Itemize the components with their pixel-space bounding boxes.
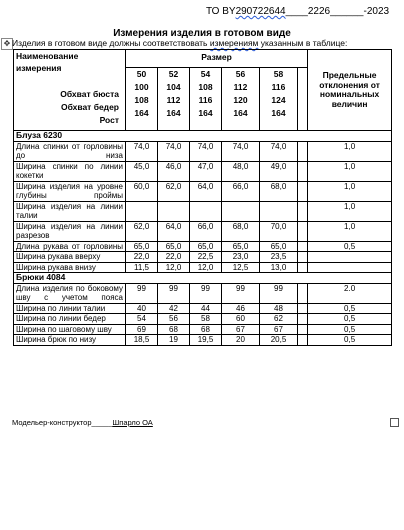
header-row-label: Обхват бюста	[60, 89, 119, 99]
header-name-cell	[14, 50, 126, 131]
measurement-value: 67	[260, 324, 298, 335]
measurement-row	[14, 252, 392, 263]
size-hips: 124	[271, 94, 286, 105]
empty-cell	[298, 201, 308, 221]
measurement-label: Ширина брюк по низу	[14, 335, 126, 346]
measurement-value: 20	[222, 335, 260, 346]
section-row	[14, 131, 392, 142]
intro-before: Изделия в готовом виде должны соответствовать	[12, 38, 210, 48]
size-hips: 120	[233, 94, 248, 105]
size-column-cell	[126, 67, 158, 130]
deviation-value: 1,0	[308, 201, 392, 221]
measurement-value: 99	[222, 283, 260, 303]
footer-signature	[12, 418, 153, 427]
deviation-value: 0,5	[308, 314, 392, 325]
measurement-label: Ширина рукава вверху	[14, 252, 126, 263]
measurement-value: 42	[158, 303, 190, 314]
measurement-value: 18,5	[126, 335, 158, 346]
deviation-value: 0,5	[308, 303, 392, 314]
measurement-value: 12,5	[222, 262, 260, 273]
measurement-value: 60,0	[126, 181, 158, 201]
measurement-label: Ширина по линии бедер	[14, 314, 126, 325]
measurement-value: 46	[222, 303, 260, 314]
measurement-value: 65,0	[222, 241, 260, 252]
section-row	[14, 273, 392, 284]
measurement-value: 47,0	[190, 161, 222, 181]
deviation-value: 1,0	[308, 221, 392, 241]
measurement-value: 67	[222, 324, 260, 335]
size-size: 58	[273, 68, 284, 79]
code-number: 290722644	[235, 6, 286, 17]
deviation-value: 0,5	[308, 241, 392, 252]
empty-cell	[298, 252, 308, 263]
measurement-row	[14, 221, 392, 241]
size-height: 164	[198, 107, 213, 118]
intro-after: указанным в таблице:	[258, 38, 348, 48]
measurement-label: Ширина изделия на уровне глубины проймы	[14, 181, 126, 201]
size-column-cell	[158, 67, 190, 130]
measurement-value: 74,0	[190, 141, 222, 161]
measurement-value: 99	[158, 283, 190, 303]
measurement-value: 22,5	[190, 252, 222, 263]
measurement-value: 11,5	[126, 262, 158, 273]
size-height: 164	[134, 107, 149, 118]
measurement-value: 54	[126, 314, 158, 325]
table-move-handle-icon[interactable]: ✥	[1, 38, 13, 50]
size-bust: 116	[271, 81, 286, 92]
measurement-value: 69	[126, 324, 158, 335]
measurement-value: 46,0	[158, 161, 190, 181]
empty-cell	[298, 221, 308, 241]
measurement-value	[158, 201, 190, 221]
size-size: 56	[235, 68, 246, 79]
measurement-value: 62,0	[126, 221, 158, 241]
measurement-row	[14, 181, 392, 201]
measurement-value: 74,0	[222, 141, 260, 161]
measurement-value: 74,0	[126, 141, 158, 161]
measurement-label: Ширина изделия на линии разрезов	[14, 221, 126, 241]
size-bust: 112	[233, 81, 248, 92]
size-size: 54	[200, 68, 211, 79]
measurement-value: 22,0	[158, 252, 190, 263]
deviation-value: 1,0	[308, 141, 392, 161]
measurement-row	[14, 241, 392, 252]
size-size: 52	[168, 68, 179, 79]
measurement-value: 99	[126, 283, 158, 303]
table-header-row	[14, 50, 392, 68]
size-column-cell	[260, 67, 298, 130]
empty-cell	[298, 324, 308, 335]
code-suffix: ____2226______-2023	[285, 6, 390, 17]
empty-cell	[298, 283, 308, 303]
measurement-value: 40	[126, 303, 158, 314]
measurement-value: 74,0	[260, 141, 298, 161]
empty-cell	[298, 141, 308, 161]
measurement-value: 66,0	[222, 181, 260, 201]
measurement-value: 23,0	[222, 252, 260, 263]
measurement-value	[222, 201, 260, 221]
measurement-value: 65,0	[126, 241, 158, 252]
measurement-value: 22,0	[126, 252, 158, 263]
deviation-value: 2.0	[308, 283, 392, 303]
measurement-label: Ширина по линии талии	[14, 303, 126, 314]
section-title: Блуза 6230	[14, 131, 392, 142]
measurement-value: 74,0	[158, 141, 190, 161]
measurement-value: 66,0	[190, 221, 222, 241]
size-height: 164	[233, 107, 248, 118]
document-code	[206, 6, 389, 17]
measurement-value: 99	[260, 283, 298, 303]
measurement-label: Ширина спинки по линии кокетки	[14, 161, 126, 181]
section-title: Брюки 4084	[14, 273, 392, 284]
deviation-value: 0,5	[308, 335, 392, 346]
empty-cell	[298, 303, 308, 314]
deviation-header-cell: Предельные отклонения от номинальных величин	[308, 50, 392, 131]
measurement-label: Ширина изделия на линии талии	[14, 201, 126, 221]
measurement-value	[260, 201, 298, 221]
header-row-label: Рост	[99, 115, 119, 125]
measurement-value: 20,5	[260, 335, 298, 346]
paragraph-mark-icon	[390, 418, 399, 427]
empty-cell	[298, 181, 308, 201]
measurement-value: 48,0	[222, 161, 260, 181]
size-bust: 100	[134, 81, 149, 92]
measurement-value: 68,0	[222, 221, 260, 241]
empty-cell	[298, 262, 308, 273]
measurement-value: 19,5	[190, 335, 222, 346]
intro-underlined-word: измерениям	[209, 38, 259, 48]
size-column-cell	[222, 67, 260, 130]
measurement-value: 19	[158, 335, 190, 346]
measurement-value: 68,0	[260, 181, 298, 201]
footer-signer: Шпарло ОА	[112, 418, 153, 427]
measurement-value: 99	[190, 283, 222, 303]
measurement-value: 23,5	[260, 252, 298, 263]
deviation-value	[308, 252, 392, 263]
intro-text	[12, 38, 347, 48]
size-empty-cell	[298, 67, 308, 130]
measurement-row	[14, 314, 392, 325]
size-size: 50	[136, 68, 147, 79]
measurement-value: 68	[158, 324, 190, 335]
measurement-value: 13,0	[260, 262, 298, 273]
measurement-value: 56	[158, 314, 190, 325]
measurement-value: 12,0	[190, 262, 222, 273]
size-hips: 108	[134, 94, 149, 105]
measurement-value: 62	[260, 314, 298, 325]
measurement-label: Ширина по шаговому шву	[14, 324, 126, 335]
size-hips: 116	[198, 94, 213, 105]
deviation-value: 1,0	[308, 161, 392, 181]
measurement-label: Длина рукава от горловины	[14, 241, 126, 252]
document-title: Измерения изделия в готовом виде	[113, 28, 291, 39]
measurement-value: 64,0	[158, 221, 190, 241]
measurement-value: 58	[190, 314, 222, 325]
header-name-label: Наименование измерения	[16, 51, 79, 73]
measurement-value	[190, 201, 222, 221]
measurement-value: 48	[260, 303, 298, 314]
size-height: 164	[271, 107, 286, 118]
measurement-value: 62,0	[158, 181, 190, 201]
size-header-cell: Размер	[126, 50, 308, 68]
measurement-value: 68	[190, 324, 222, 335]
measurement-row	[14, 201, 392, 221]
measurement-label: Ширина рукава внизу	[14, 262, 126, 273]
measurement-value: 64,0	[190, 181, 222, 201]
measurement-row	[14, 141, 392, 161]
empty-cell	[298, 241, 308, 252]
measurement-row	[14, 303, 392, 314]
size-bust: 108	[198, 81, 213, 92]
size-bust: 104	[166, 81, 181, 92]
measurement-row	[14, 324, 392, 335]
measurement-value	[126, 201, 158, 221]
size-column-cell	[190, 67, 222, 130]
measurement-value: 44	[190, 303, 222, 314]
deviation-value	[308, 262, 392, 273]
size-height: 164	[166, 107, 181, 118]
deviation-value: 1,0	[308, 181, 392, 201]
measurement-row	[14, 262, 392, 273]
size-hips: 112	[166, 94, 181, 105]
measurement-value: 45,0	[126, 161, 158, 181]
footer-blank: _____	[91, 418, 113, 427]
measurement-value: 12,0	[158, 262, 190, 273]
measurement-row	[14, 283, 392, 303]
measurement-row	[14, 161, 392, 181]
deviation-value: 0,5	[308, 324, 392, 335]
measurement-value: 65,0	[260, 241, 298, 252]
measurement-label: Длина спинки от горловины до низа	[14, 141, 126, 161]
measurement-value: 60	[222, 314, 260, 325]
measurement-row	[14, 335, 392, 346]
measurement-value: 70,0	[260, 221, 298, 241]
measurement-label: Длина изделия по боковому шву с учетом пояса	[14, 283, 126, 303]
measurement-value: 65,0	[158, 241, 190, 252]
empty-cell	[298, 335, 308, 346]
header-row-label: Обхват бедер	[60, 102, 119, 112]
footer-role: Модельер-конструктор	[12, 418, 92, 427]
measurement-value: 49,0	[260, 161, 298, 181]
measurements-table	[13, 49, 392, 346]
empty-cell	[298, 314, 308, 325]
measurement-value: 65,0	[190, 241, 222, 252]
code-prefix: ТО BY	[206, 6, 236, 17]
empty-cell	[298, 161, 308, 181]
